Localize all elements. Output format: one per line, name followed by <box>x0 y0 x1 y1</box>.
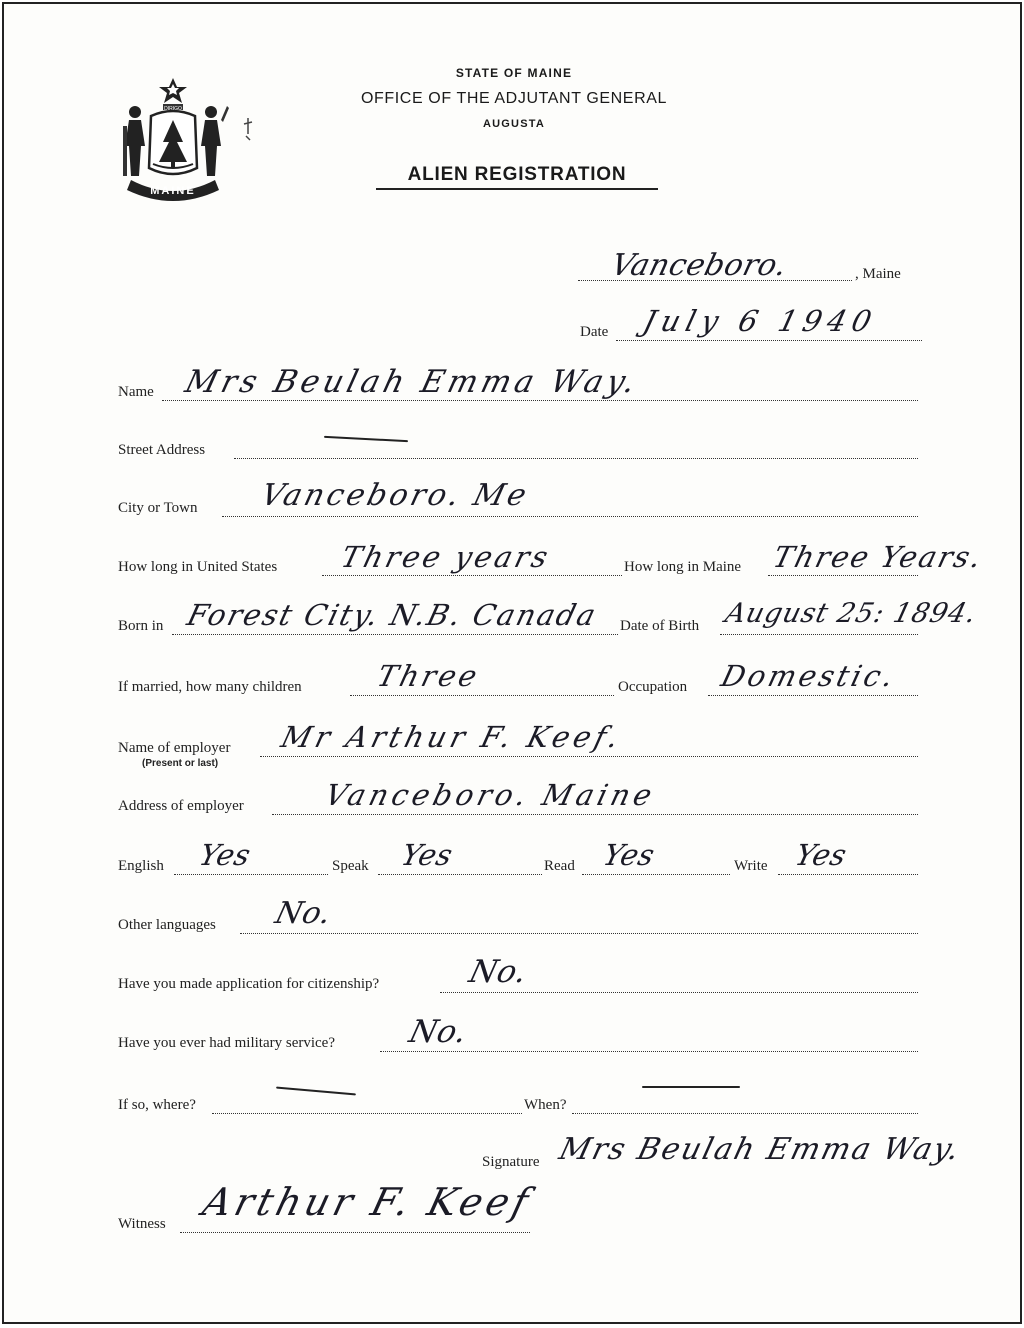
english-label: English <box>118 858 164 874</box>
place-suffix: , Maine <box>855 266 901 282</box>
us-duration-value[interactable]: Three years <box>337 540 555 574</box>
registration-form <box>2 2 1022 1324</box>
header-office: OFFICE OF THE ADJUTANT GENERAL <box>360 90 668 107</box>
seal-text: MAINE <box>150 185 196 197</box>
date-value[interactable]: July 6 1940 <box>639 304 881 338</box>
other-languages-line <box>240 933 918 934</box>
citizenship-label: Have you made application for citizenship? <box>118 976 380 992</box>
occupation-value[interactable]: Domestic. <box>717 659 900 693</box>
name-label: Name <box>118 384 154 400</box>
employer-value[interactable]: Mr Arthur F. Keef. <box>277 720 627 754</box>
employer-label: Name of employer <box>118 740 231 756</box>
city-line <box>222 516 918 517</box>
birthdate-value[interactable]: August 25: 1894. <box>722 598 981 629</box>
employer-address-label: Address of employer <box>118 798 244 814</box>
employer-address-line <box>272 814 918 815</box>
maine-duration-label: How long in Maine <box>624 559 742 575</box>
employer-sublabel: (Present or last) <box>142 758 219 769</box>
when-dash <box>642 1086 740 1088</box>
write-line <box>778 874 918 875</box>
birthdate-line <box>720 634 918 635</box>
military-value[interactable]: No. <box>405 1014 472 1050</box>
where-label: If so, where? <box>118 1097 196 1113</box>
read-line <box>582 874 730 875</box>
children-value[interactable]: Three <box>373 659 484 693</box>
occupation-label: Occupation <box>618 679 688 695</box>
street-line <box>234 458 918 459</box>
maine-duration-line <box>768 575 918 576</box>
speak-line <box>378 874 542 875</box>
name-line <box>162 400 918 401</box>
employer-line <box>260 756 918 757</box>
read-value[interactable]: Yes <box>599 838 659 872</box>
city-label: City or Town <box>118 500 198 516</box>
other-languages-label: Other languages <box>118 917 216 933</box>
maine-duration-value[interactable]: Three Years. <box>769 540 987 574</box>
date-label: Date <box>580 324 609 340</box>
signature-label: Signature <box>482 1154 540 1170</box>
write-value[interactable]: Yes <box>791 838 851 872</box>
speak-label: Speak <box>332 858 369 874</box>
read-label: Read <box>544 858 575 874</box>
place-value[interactable]: Vanceboro. <box>607 248 791 283</box>
military-line <box>380 1051 918 1052</box>
street-dash <box>324 436 408 442</box>
english-line <box>174 874 328 875</box>
header-city: AUGUSTA <box>483 118 545 130</box>
date-line <box>616 340 922 341</box>
birthplace-line <box>172 634 618 635</box>
witness-line <box>180 1232 530 1233</box>
witness-value[interactable]: Arthur F. Keef <box>198 1180 537 1224</box>
where-line <box>212 1113 522 1114</box>
us-duration-line <box>322 575 622 576</box>
children-label: If married, how many children <box>118 679 302 695</box>
children-line <box>350 695 614 696</box>
when-label: When? <box>524 1097 567 1113</box>
military-label: Have you ever had military service? <box>118 1035 335 1051</box>
when-line <box>572 1113 918 1114</box>
seal-motto: DIRIGO <box>164 106 182 112</box>
signature-value[interactable]: Mrs Beulah Emma Way. <box>555 1132 965 1167</box>
witness-label: Witness <box>118 1216 166 1232</box>
other-languages-value[interactable]: No. <box>271 896 336 931</box>
name-value[interactable]: Mrs Beulah Emma Way. <box>181 364 643 400</box>
birthplace-label: Born in <box>118 618 164 634</box>
us-duration-label: How long in United States <box>118 559 278 575</box>
form-title: ALIEN REGISTRATION <box>376 164 658 190</box>
street-label: Street Address <box>118 442 206 458</box>
city-value[interactable]: Vanceboro. Me <box>257 478 533 513</box>
birthdate-label: Date of Birth <box>620 618 700 634</box>
write-label: Write <box>734 858 768 874</box>
speak-value[interactable]: Yes <box>397 838 457 872</box>
citizenship-line <box>440 992 918 993</box>
where-dash <box>276 1087 356 1096</box>
birthplace-value[interactable]: Forest City. N.B. Canada <box>183 598 601 632</box>
occupation-line <box>708 695 918 696</box>
employer-address-value[interactable]: Vanceboro. Maine <box>321 778 660 812</box>
english-value[interactable]: Yes <box>195 838 255 872</box>
citizenship-value[interactable]: No. <box>465 954 532 990</box>
header-state: STATE OF MAINE <box>455 66 573 80</box>
